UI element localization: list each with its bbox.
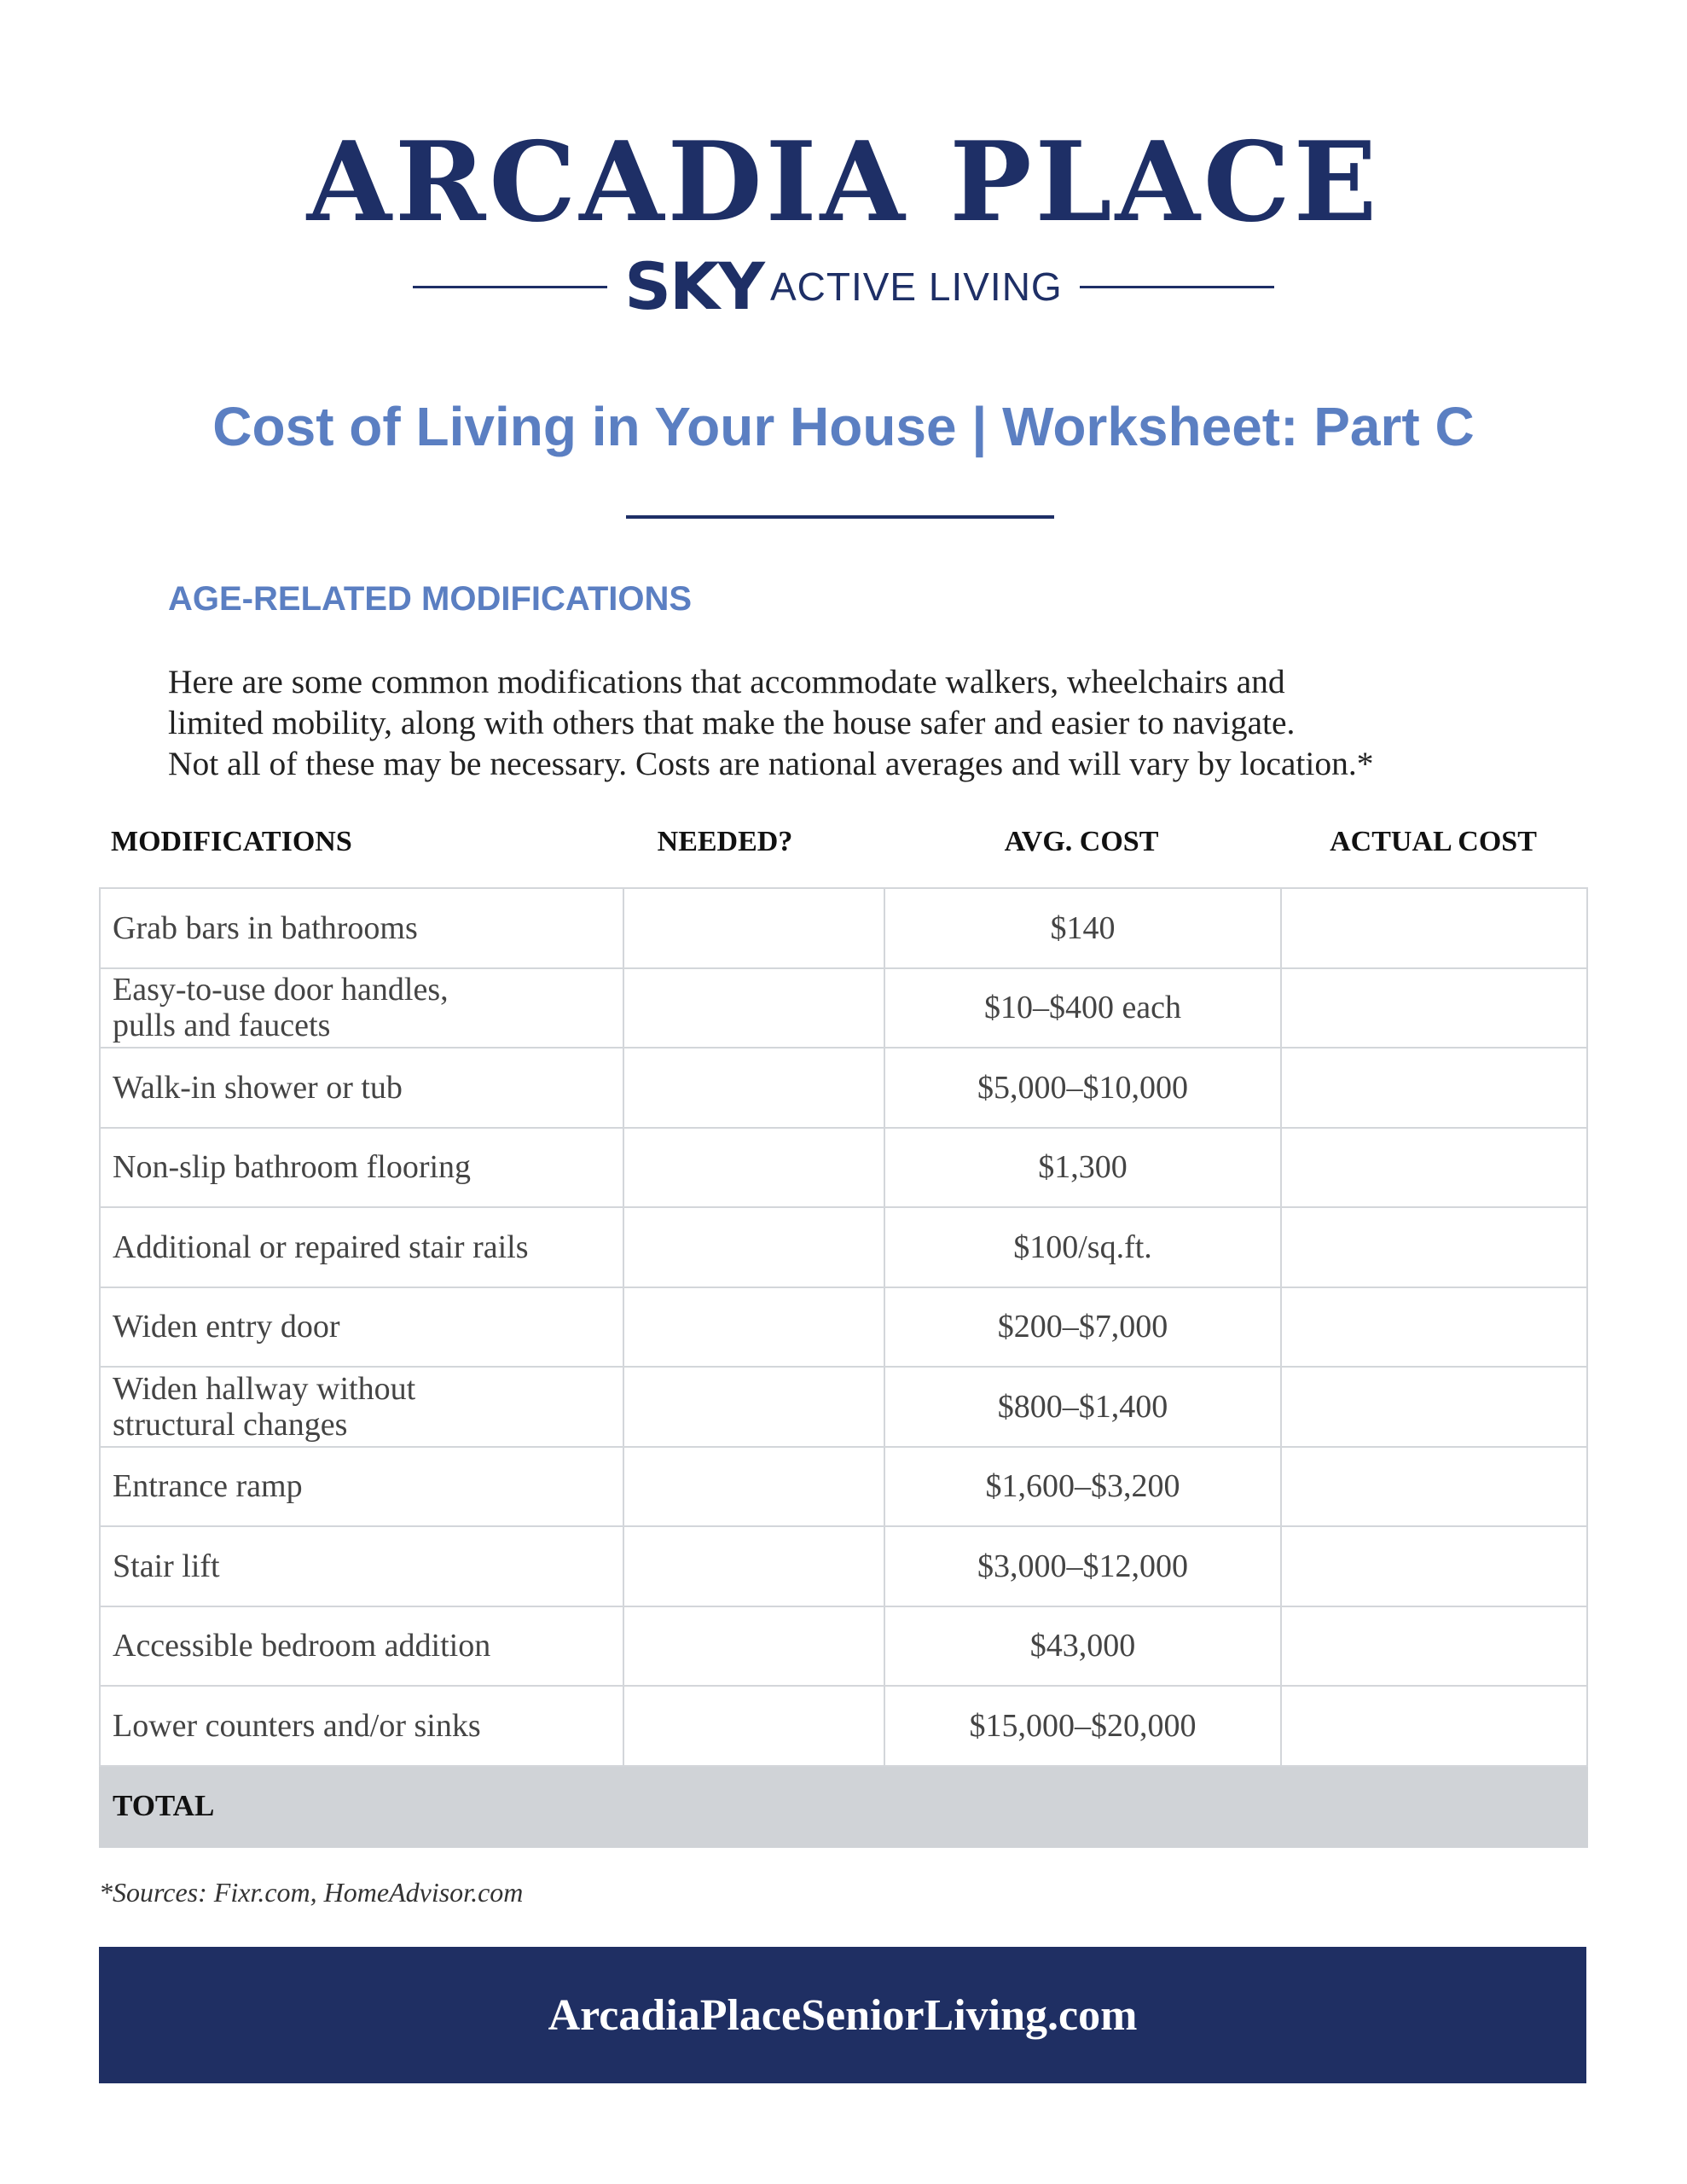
avg-cost-cell: $5,000–$10,000: [884, 1048, 1281, 1128]
table-row: [100, 968, 1587, 1048]
actual-cost-cell[interactable]: [1281, 1686, 1587, 1766]
table-row: [100, 1128, 1587, 1208]
logo-divider-right: [1080, 286, 1274, 288]
page-title: Cost of Living in Your House | Worksheet: Part C: [212, 396, 1475, 457]
table-row: [100, 1606, 1587, 1687]
table-row: [100, 1287, 1587, 1368]
table-row: [100, 888, 1587, 968]
logo-title: ARCADIA PLACE: [306, 119, 1381, 247]
logo-subline: [0, 248, 1687, 324]
modification-name-cell: [100, 1207, 623, 1287]
total-label: TOTAL: [100, 1766, 1587, 1847]
sources-note: *Sources: Fixr.com, HomeAdvisor.com: [99, 1877, 524, 1908]
actual-cost-cell[interactable]: [1281, 1287, 1587, 1368]
header-modifications: MODIFICATIONS: [111, 826, 352, 857]
needed-cell[interactable]: [623, 1128, 884, 1208]
avg-cost-cell: $1,600–$3,200: [884, 1447, 1281, 1527]
footer-bar: [99, 1947, 1586, 2083]
modification-name-cell: [100, 1447, 623, 1527]
avg-cost-cell: $140: [884, 888, 1281, 968]
avg-cost-cell: $200–$7,000: [884, 1287, 1281, 1368]
modification-name-cell: [100, 1128, 623, 1208]
avg-cost-cell: $43,000: [884, 1606, 1281, 1687]
total-row: [100, 1766, 1587, 1847]
needed-cell[interactable]: [623, 1447, 884, 1527]
actual-cost-cell[interactable]: [1281, 1526, 1587, 1606]
modification-name-cell: [100, 968, 623, 1048]
needed-cell[interactable]: [623, 1606, 884, 1687]
header-needed: NEEDED?: [657, 826, 793, 857]
modification-name-cell: [100, 1287, 623, 1368]
modification-name: Walk-in shower or tub: [113, 1069, 403, 1106]
table-row: [100, 1367, 1587, 1447]
title-divider: [626, 515, 1054, 519]
actual-cost-cell[interactable]: [1281, 1367, 1587, 1447]
actual-cost-cell[interactable]: [1281, 968, 1587, 1048]
intro-line: limited mobility, along with others that make the house safer and easier to navigate.: [168, 704, 1296, 741]
actual-cost-cell[interactable]: [1281, 1606, 1587, 1687]
logo-divider-left: [413, 286, 607, 288]
intro-line: Not all of these may be necessary. Costs are national averages and will vary by location.*: [168, 745, 1374, 782]
modification-name: pulls and faucets: [113, 1008, 331, 1044]
actual-cost-cell[interactable]: [1281, 1128, 1587, 1208]
modification-name: Stair lift: [113, 1548, 220, 1584]
needed-cell[interactable]: [623, 968, 884, 1048]
modification-name: Entrance ramp: [113, 1468, 303, 1505]
needed-cell[interactable]: [623, 1367, 884, 1447]
avg-cost-cell: $10–$400 each: [884, 968, 1281, 1048]
table-row: [100, 1447, 1587, 1527]
logo-tagline: ACTIVE LIVING: [769, 264, 1063, 309]
intro-paragraph: [168, 661, 1567, 784]
modification-name-cell: [100, 1606, 623, 1687]
actual-cost-cell[interactable]: [1281, 1207, 1587, 1287]
table-row: [100, 1048, 1587, 1128]
modification-name-cell: [100, 1367, 623, 1447]
modification-name-cell: [100, 888, 623, 968]
table-row: [100, 1686, 1587, 1766]
table-row: [100, 1526, 1587, 1606]
table-body: [100, 888, 1587, 1766]
modification-name-cell: [100, 1526, 623, 1606]
modification-name-cell: [100, 1048, 623, 1128]
actual-cost-cell[interactable]: [1281, 888, 1587, 968]
modification-name: Non-slip bathroom flooring: [113, 1149, 472, 1186]
avg-cost-cell: $100/sq.ft.: [884, 1207, 1281, 1287]
modification-name: Widen entry door: [113, 1309, 340, 1345]
needed-cell[interactable]: [623, 1686, 884, 1766]
actual-cost-cell[interactable]: [1281, 1447, 1587, 1527]
modification-name: Easy-to-use door handles,: [113, 972, 449, 1008]
intro-line: Here are some common modifications that accommodate walkers, wheelchairs and: [168, 663, 1285, 700]
avg-cost-cell: $3,000–$12,000: [884, 1526, 1281, 1606]
footer-website-link[interactable]: ArcadiaPlaceSeniorLiving.com: [548, 1990, 1138, 2040]
table-row: [100, 1207, 1587, 1287]
modification-name: structural changes: [113, 1406, 348, 1443]
modification-name: Widen hallway without: [113, 1370, 416, 1407]
modification-name-cell: [100, 1686, 623, 1766]
avg-cost-cell: $800–$1,400: [884, 1367, 1281, 1447]
modification-name: Additional or repaired stair rails: [113, 1228, 529, 1265]
needed-cell[interactable]: [623, 888, 884, 968]
avg-cost-cell: $1,300: [884, 1128, 1281, 1208]
header-actual-cost: ACTUAL COST: [1330, 826, 1537, 857]
section-heading: AGE-RELATED MODIFICATIONS: [168, 580, 693, 618]
modification-name: Lower counters and/or sinks: [113, 1707, 481, 1744]
needed-cell[interactable]: [623, 1207, 884, 1287]
needed-cell[interactable]: [623, 1048, 884, 1128]
modification-name: Accessible bedroom addition: [113, 1628, 491, 1664]
logo: [0, 119, 1687, 324]
modifications-table: [99, 887, 1588, 1848]
needed-cell[interactable]: [623, 1287, 884, 1368]
avg-cost-cell: $15,000–$20,000: [884, 1686, 1281, 1766]
modification-name: Grab bars in bathrooms: [113, 909, 418, 946]
header-avg-cost: AVG. COST: [1004, 826, 1159, 857]
logo-brand: SKY: [624, 248, 763, 324]
needed-cell[interactable]: [623, 1526, 884, 1606]
table-header: [99, 826, 1586, 868]
actual-cost-cell[interactable]: [1281, 1048, 1587, 1128]
